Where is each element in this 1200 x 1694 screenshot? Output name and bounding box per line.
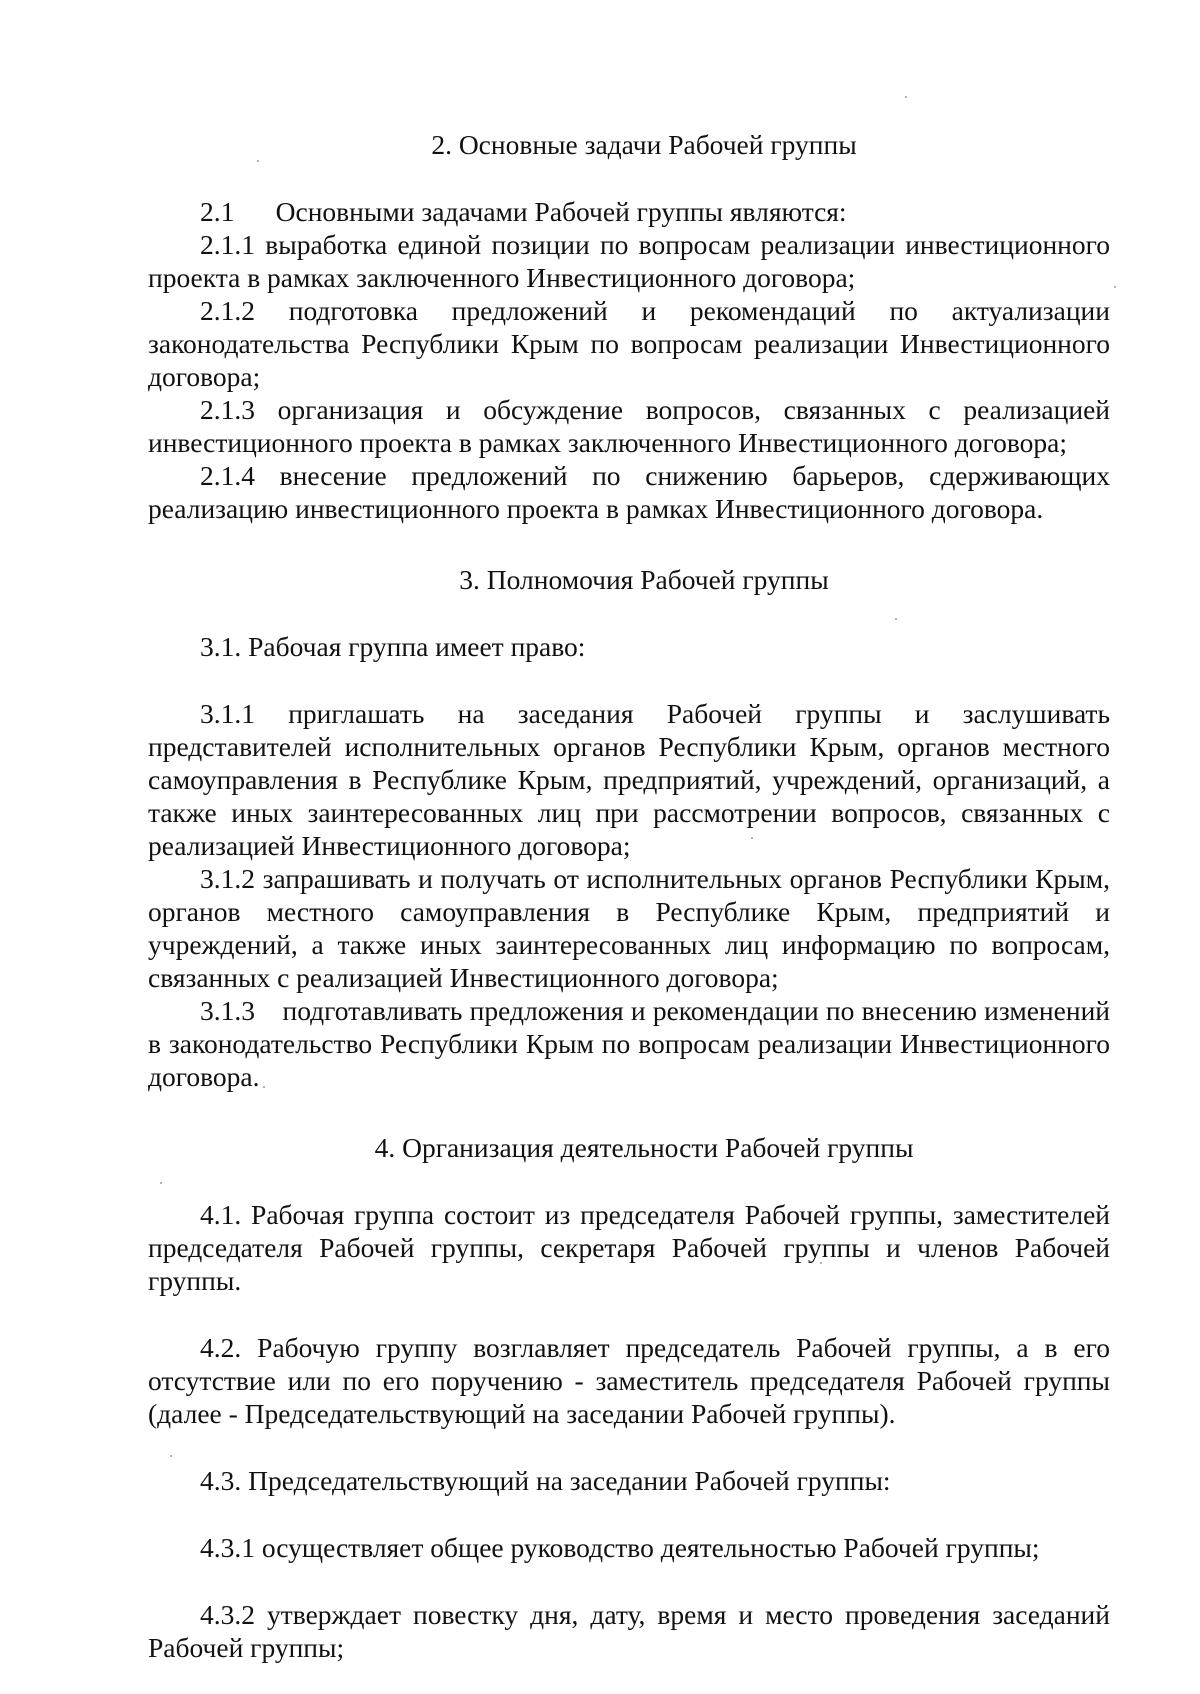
paragraph-3-1-2: 3.1.2 запрашивать и получать от исполнительных органов Республики Крым, органов местного самоуправления в Республике Крым, предприятий и учреждений, а также иных заинтересованных лиц информацию по вопросам, связанных с реализацией Инвестиционного договора; <box>148 863 1110 993</box>
paragraph-3-1-1: 3.1.1 приглашать на заседания Рабочей группы и заслушивать представителей исполнительных органов Республики Крым, органов местного самоуправления в Республике Крым, предприятий, учреждений, организаций, а также иных заинтересованных лиц при рассмотрении вопросов, связанных с реализацией Инвестиционного договора; <box>148 698 1110 861</box>
paragraph-2-1-3: 2.1.3 организация и обсуждение вопросов, связанных с реализацией инвестиционного проекта в рамках заключенного Инвестиционного договора; <box>148 394 1110 458</box>
paragraph-4-3-1: 4.3.1 осуществляет общее руководство деятельностью Рабочей группы; <box>200 1532 1040 1563</box>
paragraph-2-1-2: 2.1.2 подготовка предложений и рекомендаций по актуализации законодательства Республики Крым по вопросам реализации Инвестиционного договора; <box>148 295 1110 392</box>
paragraph-2-1-1: 2.1.1 выработка единой позиции по вопросам реализации инвестиционного проекта в рамках заключенного Инвестиционного договора; <box>148 229 1110 293</box>
section-4-heading: 4. Организация деятельности Рабочей группы <box>374 1132 914 1163</box>
scan-speck <box>1114 286 1116 288</box>
paragraph-4-3: 4.3. Председательствующий на заседании Рабочей группы: <box>200 1465 891 1496</box>
paragraph-4-2: 4.2. Рабочую группу возглавляет председатель Рабочей группы, а в его отсутствие или по его поручению - заместитель председателя Рабочей группы (далее - Председательствующий на заседании Рабочей группы). <box>148 1332 1110 1429</box>
paragraph-4-3-2: 4.3.2 утверждает повестку дня, дату, время и место проведения заседаний Рабочей группы; <box>148 1599 1110 1663</box>
paragraph-3-1-3: 3.1.3 подготавливать предложения и рекомендации по внесению изменений в законодательство Республики Крым по вопросам реализации Инвестиционного договора. <box>148 995 1110 1092</box>
paragraph-2-1-4: 2.1.4 внесение предложений по снижению барьеров, сдерживающих реализацию инвестиционного проекта в рамках Инвестиционного договора. <box>148 460 1110 524</box>
paragraph-4-1: 4.1. Рабочая группа состоит из председателя Рабочей группы, заместителей председателя Рабочей группы, секретаря Рабочей группы и членов Рабочей группы. <box>148 1199 1110 1296</box>
paragraph-2-1: 2.1 Основными задачами Рабочей группы являются: <box>200 196 847 227</box>
paragraph-3-1: 3.1. Рабочая группа имеет право: <box>200 631 586 662</box>
document-body <box>148 128 1110 1664</box>
scan-speck <box>905 96 907 98</box>
section-2-heading: 2. Основные задачи Рабочей группы <box>431 129 857 160</box>
section-3-heading: 3. Полномочия Рабочей группы <box>459 564 829 595</box>
